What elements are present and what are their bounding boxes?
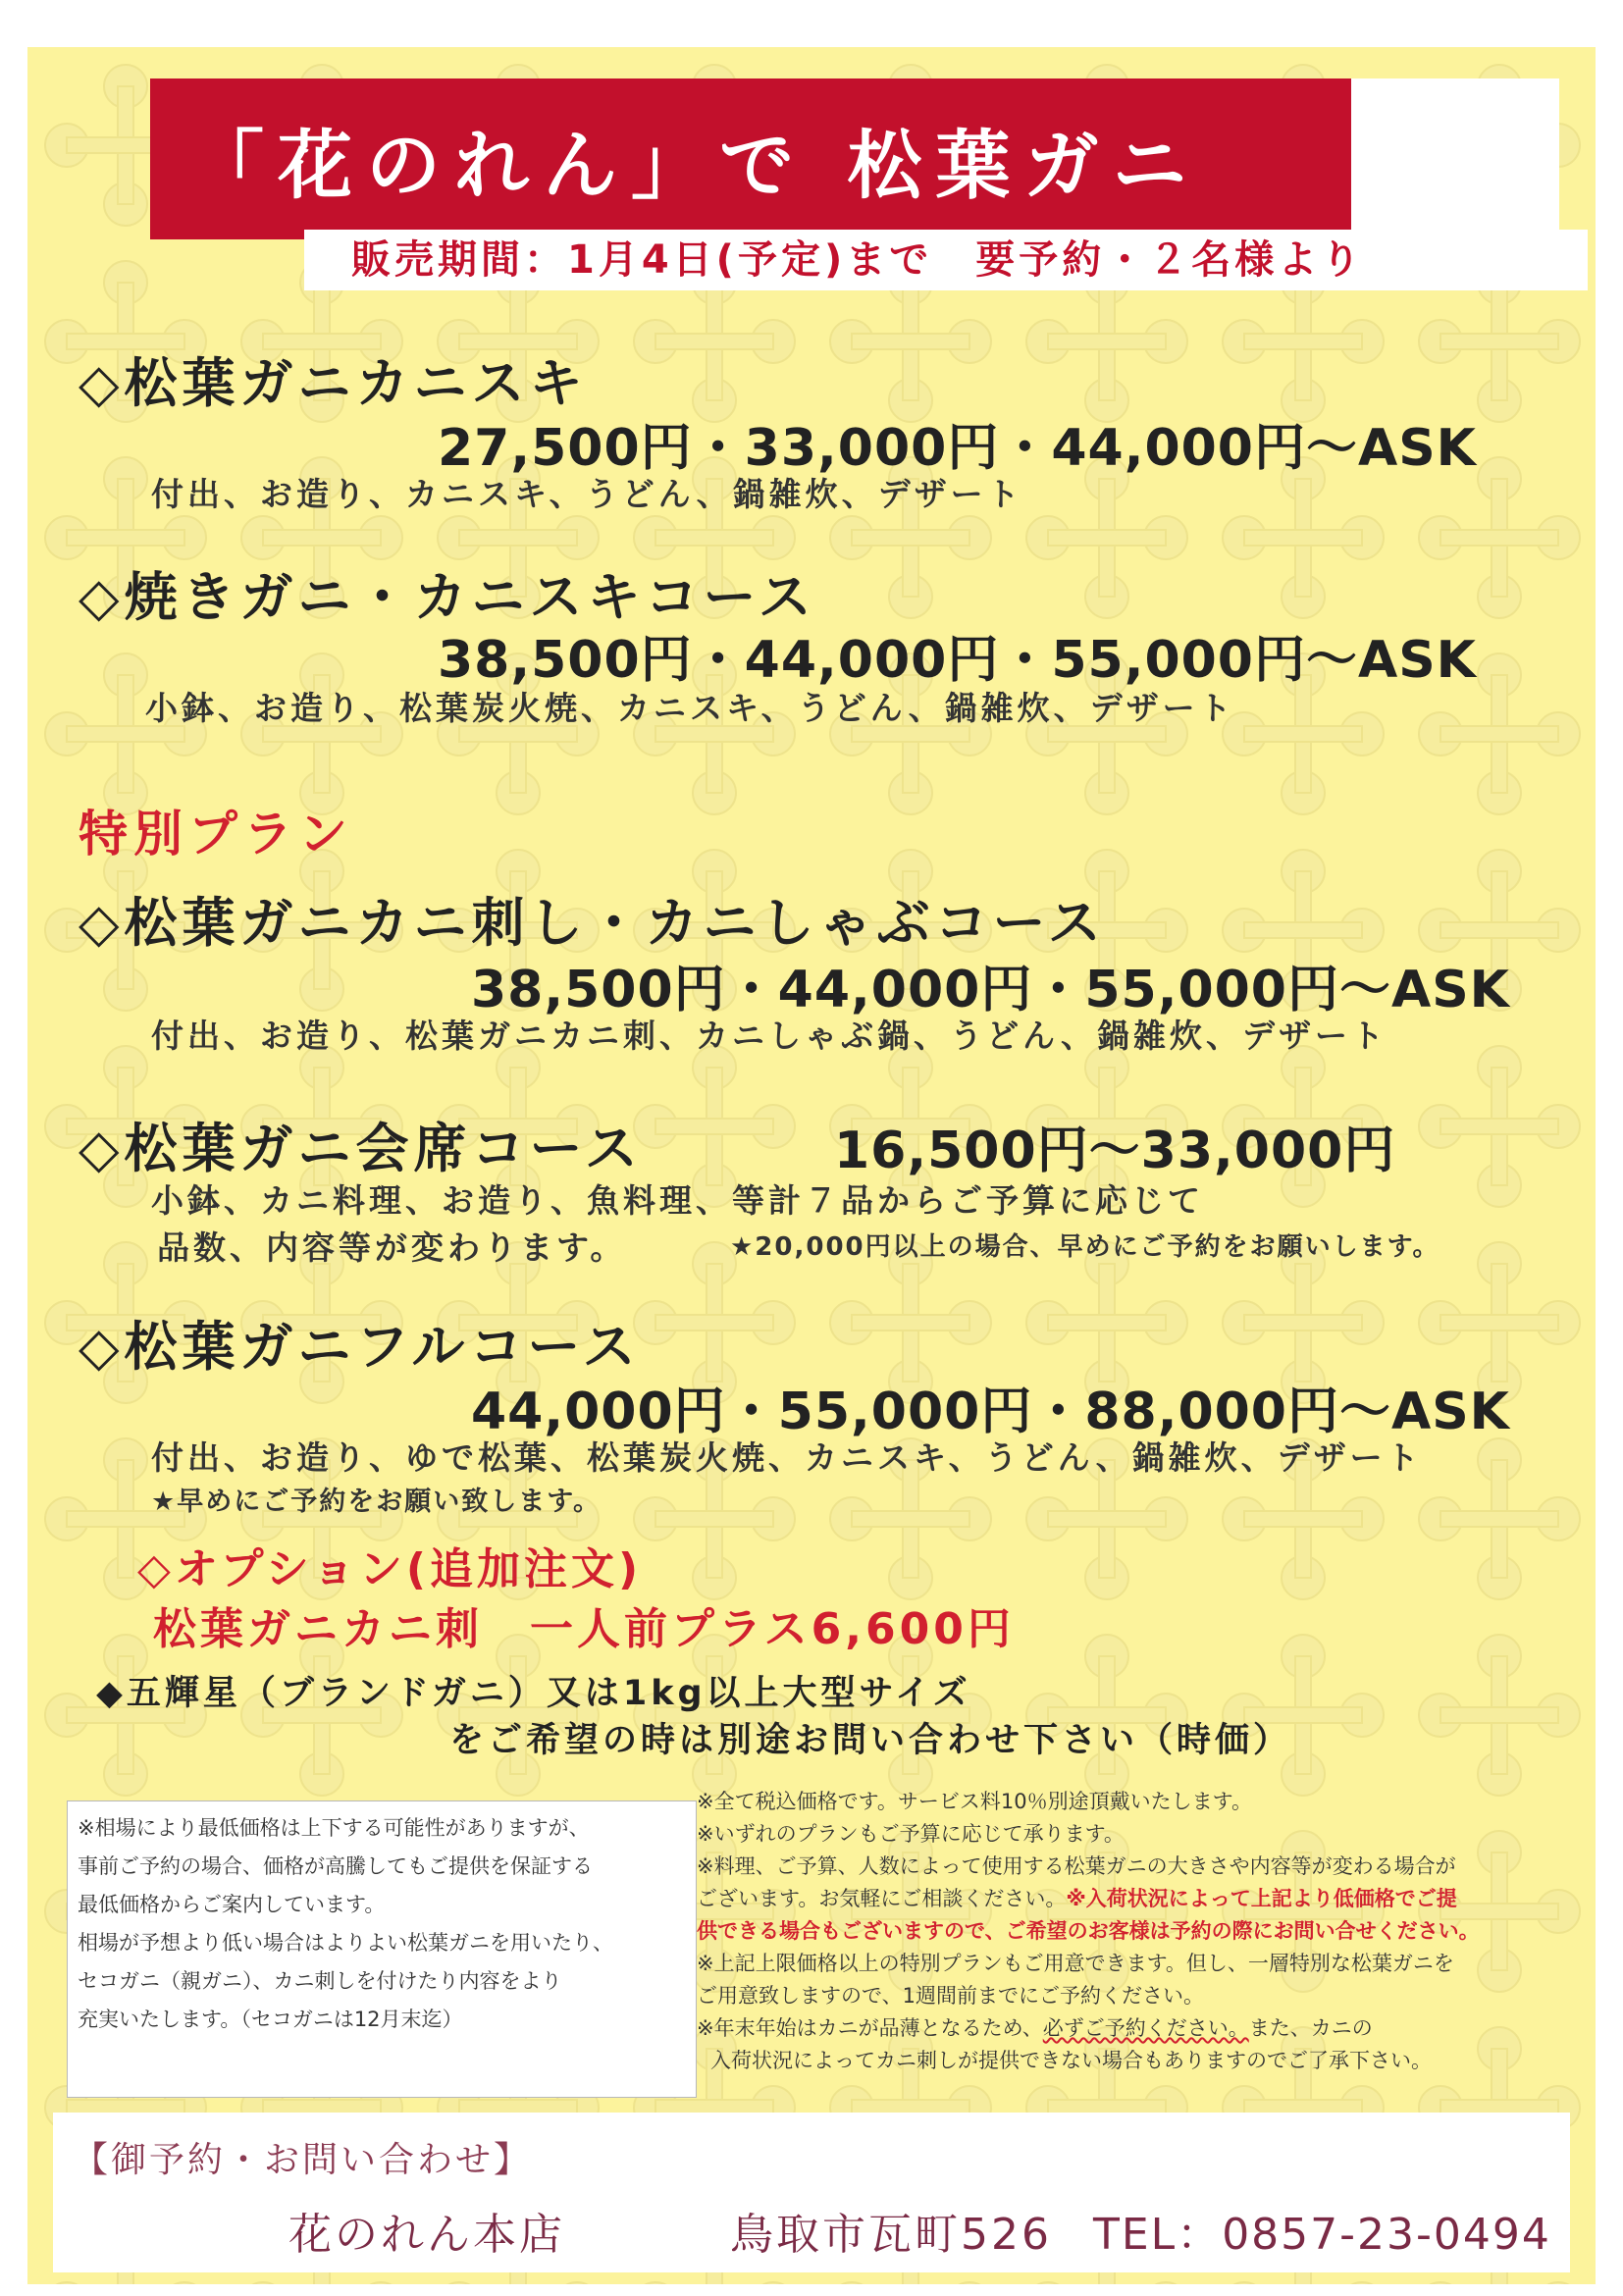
note-right-line	[697, 2012, 1585, 2045]
note-left-line: セコガニ（親ガニ）、カニ刺しを付けたり内容をより	[78, 1969, 562, 1993]
note-text: また、カニの	[1248, 2016, 1373, 2040]
course-desc-kaiseki: 小鉢、カニ料理、お造り、魚料理、等計７品からご予算に応じて	[151, 1181, 1204, 1220]
note-right-line	[697, 1883, 1585, 1915]
terms-notes	[697, 1786, 1585, 2077]
price-guarantee-note	[67, 1800, 697, 2098]
note-highlight: ※入荷状況によって上記より低価格でご提	[1066, 1887, 1457, 1910]
special-plan-title: 特別プラン	[79, 806, 353, 862]
note-right-line: ※上記上限価格以上の特別プランもご用意できます。但し、一層特別な松葉ガニを	[697, 1952, 1454, 1975]
page-title: 「花のれん」で 松葉ガニ	[189, 121, 1201, 209]
course-price-kanisuki: 27,500円・33,000円・44,000円～ASK	[438, 419, 1477, 478]
option-item: 松葉ガニカニ刺 一人前プラス6,600円	[153, 1604, 1015, 1654]
brand-crab-line1: ◆五輝星（ブランドガニ）又は1kg以上大型サイズ	[96, 1674, 971, 1713]
contact-label: 【御予約・お問い合わせ】	[73, 2140, 533, 2180]
note-underlined: 必ずご予約ください。	[1042, 2016, 1249, 2040]
course-note-fullcourse: ★早めにご予約をお願い致します。	[151, 1487, 602, 1517]
course-price-yakigani: 38,500円・44,000円・55,000円～ASK	[438, 631, 1477, 690]
flyer-paper	[27, 47, 1596, 2284]
shop-address: 鳥取市瓦町526	[730, 2210, 1052, 2260]
course-price-kaiseki: 16,500円～33,000円	[834, 1122, 1396, 1180]
course-heading-yakigani: ◇焼きガニ・カニスキコース	[79, 566, 816, 628]
note-left-line: 事前ご予約の場合、価格が高騰してもご提供を保証する	[78, 1854, 593, 1878]
note-right-line: ※料理、ご予算、人数によって使用する松葉ガニの大きさや内容等が変わる場合が	[697, 1854, 1456, 1878]
note-right-line: ご用意致しますので、1週間前までにご予約ください。	[697, 1984, 1204, 2008]
shop-phone: TEL：0857-23-0494	[1093, 2210, 1551, 2260]
sales-period: 販売期間：1月4日(予定)まで 要予約・２名様より	[304, 230, 1588, 290]
course-desc2-kaiseki: 品数、内容等が変わります。	[157, 1228, 627, 1267]
brand-crab-line2: をご希望の時は別途お問い合わせ下さい（時価）	[449, 1721, 1292, 1760]
note-text: ※年末年始はカニが品薄となるため、	[697, 2016, 1043, 2040]
note-right-line: 入荷状況によってカニ刺しが提供できない場合もありますのでご了承下さい。	[710, 2049, 1432, 2072]
note-right-line: ※全て税込価格です。サービス料10％別途頂戴いたします。	[697, 1790, 1252, 1813]
shop-name: 花のれん本店	[288, 2210, 565, 2260]
course-heading-kaiseki: ◇松葉ガニ会席コース	[79, 1118, 643, 1179]
course-note-kaiseki: ★20,000円以上の場合、早めにご予約をお願いします。	[730, 1232, 1440, 1262]
course-desc-kanisashi: 付出、お造り、松葉ガニカニ刺、カニしゃぶ鍋、うどん、鍋雑炊、デザート	[151, 1017, 1387, 1055]
course-desc-yakigani: 小鉢、お造り、松葉炭火焼、カニスキ、うどん、鍋雑炊、デザート	[145, 689, 1235, 727]
course-price-fullcourse: 44,000円・55,000円・88,000円～ASK	[471, 1383, 1510, 1441]
note-left-line: 相場が予想より低い場合はよりよい松葉ガニを用いたり、	[78, 1931, 613, 1955]
course-heading-kanisashi: ◇松葉ガニカニ刺し・カニしゃぶコース	[79, 892, 1106, 954]
note-left-line: 充実いたします。（セコガニは12月末迄）	[78, 2008, 463, 2031]
course-price-kanisashi: 38,500円・44,000円・55,000円～ASK	[471, 961, 1510, 1019]
title-banner	[150, 78, 1351, 239]
course-heading-kanisuki: ◇松葉ガニカニスキ	[79, 352, 588, 414]
note-right-line-highlight: 供できる場合もございますので、ご希望のお客様は予約の際にお問い合せください。	[697, 1919, 1480, 1943]
note-left-line: 最低価格からご案内しています。	[78, 1893, 386, 1916]
note-text: ございます。お気軽にご相談ください。	[697, 1887, 1067, 1910]
course-desc-fullcourse: 付出、お造り、ゆで松葉、松葉炭火焼、カニスキ、うどん、鍋雑炊、デザート	[151, 1438, 1423, 1477]
contact-footer	[53, 2113, 1570, 2272]
course-desc-kanisuki: 付出、お造り、カニスキ、うどん、鍋雑炊、デザート	[151, 475, 1023, 513]
note-left-line: ※相場により最低価格は上下する可能性がありますが、	[78, 1816, 590, 1840]
title-banner-blank	[1351, 78, 1559, 239]
course-heading-fullcourse: ◇松葉ガニフルコース	[79, 1316, 641, 1378]
note-right-line: ※いずれのプランもご予算に応じて承ります。	[697, 1822, 1125, 1846]
option-heading: ◇オプション(追加注文)	[137, 1544, 643, 1594]
